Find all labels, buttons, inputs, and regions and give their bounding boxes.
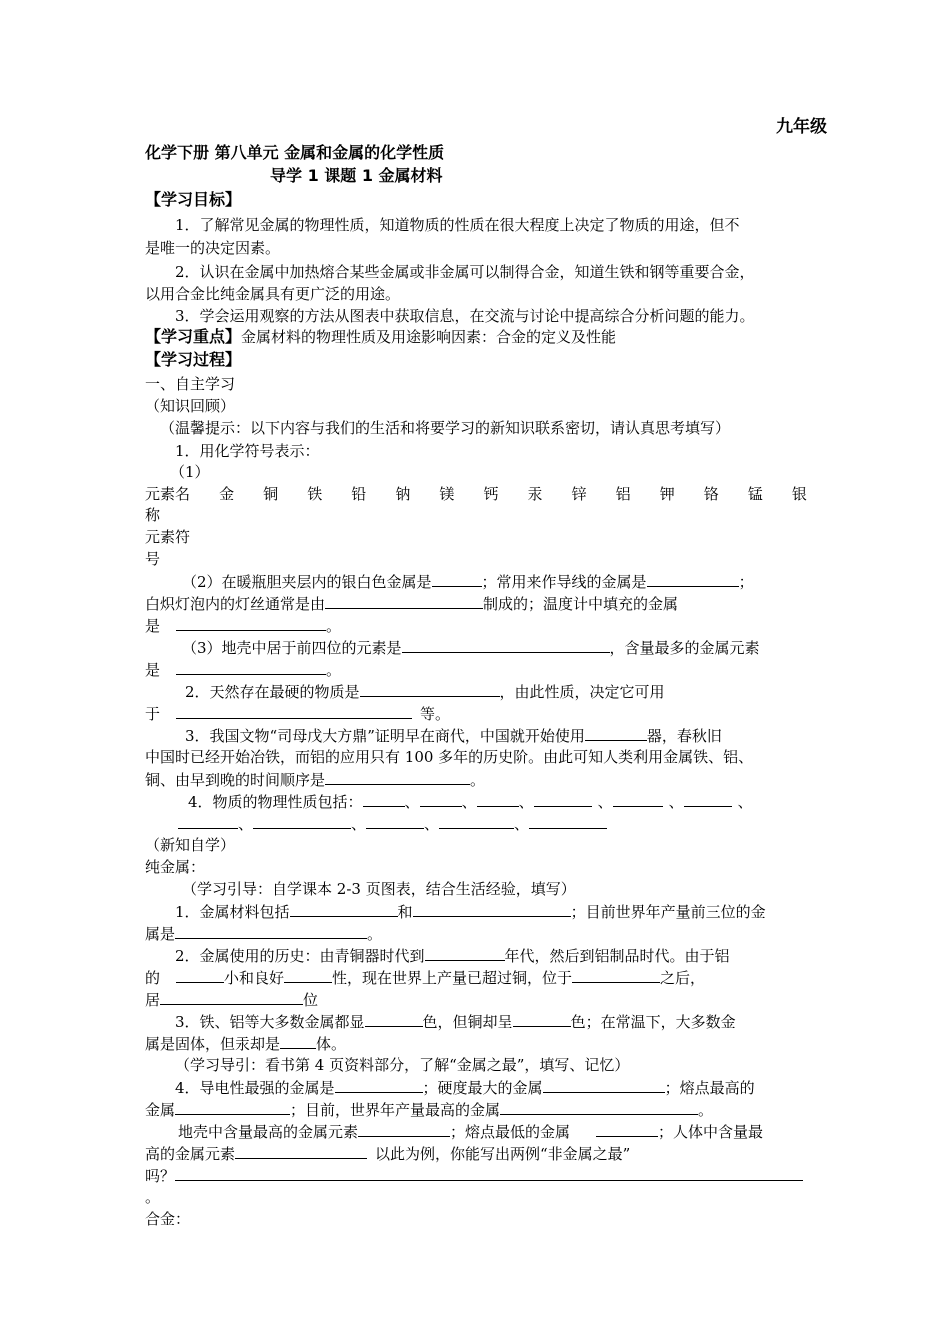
m2-text-g: 居 <box>145 991 161 1009</box>
q3-line-2 <box>145 659 341 680</box>
m1-text-c: ；目前世界年产量前三位的金 <box>570 903 766 921</box>
element-cell: 钾 <box>659 485 675 503</box>
m4-text-c: ；熔点最高的 <box>664 1079 755 1097</box>
element-cell: 汞 <box>527 485 543 503</box>
goal-1-line-2: 是唯一的决定因素。 <box>145 239 281 257</box>
q2-line-2 <box>145 593 678 614</box>
element-cell: 银 <box>791 485 807 503</box>
m1-line-2 <box>145 923 382 944</box>
n3-text-a: 3．我国文物“司母戊大方鼎”证明早在商代，中国就开始使用 <box>185 727 585 745</box>
blank[interactable] <box>360 681 500 697</box>
blank[interactable] <box>235 1143 367 1159</box>
period: 。 <box>698 1101 714 1119</box>
n2-line-1 <box>185 681 665 702</box>
goal-3: 3．学会运用观察的方法从图表中获取信息，在交流与讨论中提高综合分析问题的能力。 <box>175 307 755 325</box>
blank[interactable] <box>176 967 224 983</box>
sep: 、 <box>424 815 440 833</box>
q3-text-b: ，含量最多的金属元素 <box>609 639 760 657</box>
goal-2-line-1: 2．认识在金属中加热熔合某些金属或非金属可以制得合金，知道生铁和钢等重要合金， <box>175 263 755 281</box>
n4-line-1 <box>188 791 753 812</box>
element-header: 元素名 <box>145 485 191 503</box>
grade-label: 九年级 <box>776 117 827 137</box>
n2-text-b: ，由此性质，决定它可用 <box>499 683 665 701</box>
blank[interactable] <box>365 1011 423 1027</box>
m2-text-b: 年代，然后到铝制品时代。由于铝 <box>504 947 730 965</box>
m5-text-a: 地壳中含量最高的金属元素 <box>178 1123 359 1141</box>
m1-line-1 <box>175 901 766 922</box>
q2-line-1 <box>182 571 754 592</box>
sep: 、 <box>668 793 684 811</box>
blank[interactable] <box>477 791 519 807</box>
period: 。 <box>367 925 383 943</box>
q2-text-f: 是 <box>145 617 161 635</box>
m5-text-c: ；人体中含量最 <box>658 1123 764 1141</box>
heading-learning-goals: 【学习目标】 <box>145 190 242 209</box>
period: 。 <box>326 617 342 635</box>
m1-text-a: 1．金属材料包括 <box>175 903 290 921</box>
n3-line-2: 中国时已经开始冶铁，而铝的应用只有 100 多年的历史阶。由此可知人类利用金属铁、铝、 <box>145 748 754 766</box>
pure-metal-heading: 纯金属： <box>145 858 206 876</box>
m2-text-a: 2．金属使用的历史：由青铜器时代到 <box>175 947 425 965</box>
blank[interactable] <box>175 1099 290 1115</box>
blank[interactable] <box>175 923 367 939</box>
n2-text-c: 于 <box>145 705 161 723</box>
m3-text-c: 色；在常温下，大多数金 <box>570 1013 736 1031</box>
q2-text-c: ； <box>738 573 754 591</box>
element-cell: 金 <box>219 485 235 503</box>
sep: 、 <box>238 815 254 833</box>
blank[interactable] <box>543 1077 665 1093</box>
blank[interactable] <box>500 1099 698 1115</box>
n3-text-b: 器，春秋旧 <box>646 727 722 745</box>
blank[interactable] <box>572 967 660 983</box>
q3-line-1 <box>182 637 760 658</box>
blank[interactable] <box>513 1011 571 1027</box>
m5-text-b: ；熔点最低的金属 <box>450 1123 571 1141</box>
blank[interactable] <box>335 1077 423 1093</box>
q2-text-b: ；常用来作导线的金属是 <box>481 573 647 591</box>
blank[interactable] <box>358 1121 450 1137</box>
element-header-wrap: 称 <box>145 506 161 524</box>
m4-line-1 <box>175 1077 755 1098</box>
n3-text-d: 铜、由早到晚的时间顺序是 <box>145 771 326 789</box>
blank[interactable] <box>176 659 326 675</box>
blank[interactable] <box>290 901 398 917</box>
sep: 、 <box>461 793 477 811</box>
m5-line-3 <box>145 1165 803 1186</box>
symbol-header-wrap: 号 <box>145 550 161 568</box>
blank[interactable] <box>402 637 610 653</box>
m5-period: 。 <box>145 1188 161 1206</box>
m4-text-b: ；硬度最大的金属 <box>422 1079 543 1097</box>
blank[interactable] <box>178 813 238 829</box>
m5-text-e: 以此为例，你能写出两例“非金属之最” <box>375 1145 631 1163</box>
period: 。 <box>470 771 486 789</box>
element-cell: 铅 <box>351 485 367 503</box>
blank[interactable] <box>176 703 412 719</box>
m3-text-b: 色，但铜却呈 <box>422 1013 513 1031</box>
blank[interactable] <box>325 769 470 785</box>
element-cell: 锌 <box>571 485 587 503</box>
blank[interactable] <box>534 791 592 807</box>
document-title: 化学下册 第八单元 金属和金属的化学性质 <box>145 143 445 162</box>
period: 。 <box>326 661 342 679</box>
n4-text: 4．物质的物理性质包括： <box>188 793 363 811</box>
warm-tip: （温馨提示：以下内容与我们的生活和将要学习的新知识联系密切，请认真思考填写） <box>160 419 731 437</box>
section-self-study: 一、自主学习 <box>145 375 236 393</box>
n2-line-2 <box>145 703 450 724</box>
blank[interactable] <box>647 571 739 587</box>
q2-line-3 <box>145 615 341 636</box>
blank[interactable] <box>253 813 351 829</box>
sep: 、 <box>351 815 367 833</box>
blank[interactable] <box>366 813 424 829</box>
m2-text-d: 小和良好 <box>224 969 285 987</box>
m2-text-e: 性，现在世界上产量已超过铜，位于 <box>332 969 573 987</box>
element-cell: 铬 <box>703 485 719 503</box>
blank[interactable] <box>613 791 663 807</box>
element-cell: 铜 <box>263 485 279 503</box>
key-points-line <box>145 327 616 347</box>
m2-text-f: 之后， <box>660 969 706 987</box>
goal-1-line-1: 1．了解常见金属的物理性质，知道物质的性质在很大程度上决定了物质的用途，但不 <box>175 216 740 234</box>
m5-text-f: 吗？ <box>145 1167 176 1185</box>
m4-text-a: 4．导电性最强的金属是 <box>175 1079 335 1097</box>
sep: 、 <box>737 793 753 811</box>
q3-text-c: 是 <box>145 661 161 679</box>
blank[interactable] <box>325 593 483 609</box>
m2-line-1 <box>175 945 730 966</box>
m5-line-1 <box>178 1121 763 1142</box>
n3-line-1 <box>185 725 722 746</box>
heading-key-points: 【学习重点】 <box>145 327 242 346</box>
goal-2-line-2: 以用合金比纯金属具有更广泛的用途。 <box>145 285 401 303</box>
guide-1: （学习引导：自学课本 2-3 页图表，结合生活经验，填写） <box>182 880 576 898</box>
element-cell: 钠 <box>395 485 411 503</box>
question-1: 1．用化学符号表示： <box>175 442 320 460</box>
blank[interactable] <box>175 1165 803 1181</box>
m1-text-b: 和 <box>397 903 413 921</box>
m3-line-1 <box>175 1011 736 1032</box>
blank[interactable] <box>280 1033 316 1049</box>
blank[interactable] <box>585 725 647 741</box>
element-cell: 镁 <box>439 485 455 503</box>
n3-line-3 <box>145 769 485 790</box>
m3-text-d: 属是固体，但汞却是 <box>145 1035 281 1053</box>
blank[interactable] <box>160 989 303 1005</box>
section-review: （知识回顾） <box>145 397 236 415</box>
blank[interactable] <box>284 967 332 983</box>
blank[interactable] <box>529 813 607 829</box>
n2-text-d: 等。 <box>420 705 451 723</box>
m4-text-e: ；目前，世界年产量最高的金属 <box>290 1101 501 1119</box>
blank[interactable] <box>176 615 326 631</box>
sep: 、 <box>518 793 534 811</box>
blank[interactable] <box>363 791 405 807</box>
m3-text-a: 3．铁、铝等大多数金属都显 <box>175 1013 365 1031</box>
m2-text-c: 的 <box>145 969 161 987</box>
m2-text-h: 位 <box>303 991 319 1009</box>
m3-text-e: 体。 <box>316 1035 347 1053</box>
m3-line-2 <box>145 1033 346 1054</box>
question-1-part-1: （1） <box>170 463 210 481</box>
element-name-row <box>145 484 807 504</box>
m2-line-2 <box>145 967 705 988</box>
q2-text-a: （2）在暖瓶胆夹层内的银白色金属是 <box>182 573 432 591</box>
blank[interactable] <box>684 791 732 807</box>
q2-text-d: 白炽灯泡内的灯丝通常是由 <box>145 595 326 613</box>
blank[interactable] <box>420 791 462 807</box>
blank[interactable] <box>432 571 482 587</box>
m4-line-2 <box>145 1099 713 1120</box>
key-points-text: 金属材料的物理性质及用途影响因素：合金的定义及性能 <box>241 328 617 346</box>
n2-text-a: 2．天然存在最硬的物质是 <box>185 683 360 701</box>
n4-line-2 <box>178 813 607 834</box>
guide-2: （学习导引：看书第 4 页资料部分，了解“金属之最”，填写、记忆） <box>175 1056 630 1074</box>
m5-text-d: 高的金属元素 <box>145 1145 236 1163</box>
element-cell: 锰 <box>747 485 763 503</box>
element-cell: 铁 <box>307 485 323 503</box>
blank[interactable] <box>439 813 514 829</box>
m5-line-2 <box>145 1143 630 1164</box>
blank[interactable] <box>413 901 571 917</box>
section-new-knowledge: （新知自学） <box>145 836 236 854</box>
blank[interactable] <box>596 1121 658 1137</box>
heading-learning-process: 【学习过程】 <box>145 350 242 369</box>
symbol-header: 元素符 <box>145 528 191 546</box>
element-cell: 铝 <box>615 485 631 503</box>
q2-text-e: 制成的；温度计中填充的金属 <box>483 595 679 613</box>
sep: 、 <box>514 815 530 833</box>
m2-line-3 <box>145 989 318 1010</box>
m1-text-d: 属是 <box>145 925 176 943</box>
lesson-subtitle: 导学 1 课题 1 金属材料 <box>270 166 443 185</box>
m4-text-d: 金属 <box>145 1101 176 1119</box>
alloy-heading: 合金： <box>145 1210 191 1228</box>
q3-text-a: （3）地壳中居于前四位的元素是 <box>182 639 402 657</box>
element-cell: 钙 <box>483 485 499 503</box>
sep: 、 <box>597 793 613 811</box>
sep: 、 <box>404 793 420 811</box>
blank[interactable] <box>425 945 505 961</box>
